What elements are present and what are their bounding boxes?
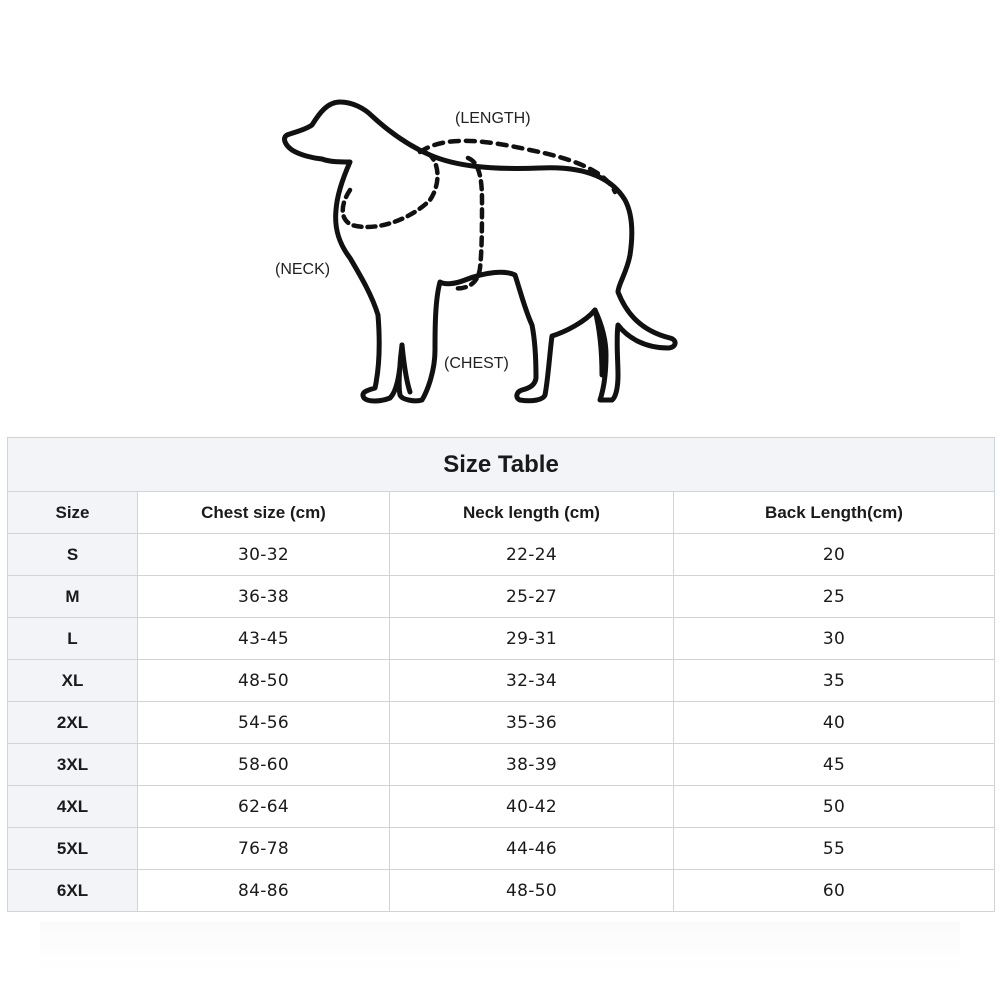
length-label: (LENGTH) bbox=[455, 110, 531, 127]
size-cell: 4XL bbox=[8, 786, 138, 828]
size-cell: M bbox=[8, 576, 138, 618]
chest-cell: 43-45 bbox=[138, 618, 390, 660]
chest-cell: 54-56 bbox=[138, 702, 390, 744]
neck-cell: 32-34 bbox=[390, 660, 674, 702]
table-row bbox=[8, 786, 995, 828]
size-cell: S bbox=[8, 534, 138, 576]
back-cell: 25 bbox=[674, 576, 995, 618]
chest-label: (CHEST) bbox=[444, 355, 509, 372]
table-row bbox=[8, 744, 995, 786]
table-row bbox=[8, 870, 995, 912]
back-cell: 30 bbox=[674, 618, 995, 660]
dog-measurement-diagram bbox=[240, 40, 720, 410]
chest-cell: 36-38 bbox=[138, 576, 390, 618]
neck-label: (NECK) bbox=[275, 261, 331, 278]
neck-cell: 25-27 bbox=[390, 576, 674, 618]
table-row bbox=[8, 576, 995, 618]
back-cell: 40 bbox=[674, 702, 995, 744]
neck-cell: 22-24 bbox=[390, 534, 674, 576]
size-cell: 5XL bbox=[8, 828, 138, 870]
back-cell: 55 bbox=[674, 828, 995, 870]
table-row bbox=[8, 618, 995, 660]
back-cell: 60 bbox=[674, 870, 995, 912]
size-cell: 6XL bbox=[8, 870, 138, 912]
neck-cell: 48-50 bbox=[390, 870, 674, 912]
chest-cell: 58-60 bbox=[138, 744, 390, 786]
chest-cell: 30-32 bbox=[138, 534, 390, 576]
bottom-shadow bbox=[40, 922, 960, 972]
back-cell: 35 bbox=[674, 660, 995, 702]
neck-cell: 38-39 bbox=[390, 744, 674, 786]
neck-cell: 44-46 bbox=[390, 828, 674, 870]
chest-cell: 48-50 bbox=[138, 660, 390, 702]
table-row bbox=[8, 702, 995, 744]
size-cell: 2XL bbox=[8, 702, 138, 744]
table-title: Size Table bbox=[8, 438, 995, 492]
size-table bbox=[7, 437, 995, 912]
size-cell: XL bbox=[8, 660, 138, 702]
table-row bbox=[8, 660, 995, 702]
chest-cell: 84-86 bbox=[138, 870, 390, 912]
size-cell: 3XL bbox=[8, 744, 138, 786]
table-row bbox=[8, 534, 995, 576]
table-header-row bbox=[8, 492, 995, 534]
table-title-row bbox=[8, 438, 995, 492]
back-cell: 50 bbox=[674, 786, 995, 828]
neck-cell: 29-31 bbox=[390, 618, 674, 660]
size-cell: L bbox=[8, 618, 138, 660]
chest-cell: 76-78 bbox=[138, 828, 390, 870]
header-back: Back Length(cm) bbox=[674, 492, 995, 534]
neck-cell: 35-36 bbox=[390, 702, 674, 744]
back-cell: 45 bbox=[674, 744, 995, 786]
back-cell: 20 bbox=[674, 534, 995, 576]
header-neck: Neck length (cm) bbox=[390, 492, 674, 534]
header-chest: Chest size (cm) bbox=[138, 492, 390, 534]
header-size: Size bbox=[8, 492, 138, 534]
chest-cell: 62-64 bbox=[138, 786, 390, 828]
table-row bbox=[8, 828, 995, 870]
neck-cell: 40-42 bbox=[390, 786, 674, 828]
